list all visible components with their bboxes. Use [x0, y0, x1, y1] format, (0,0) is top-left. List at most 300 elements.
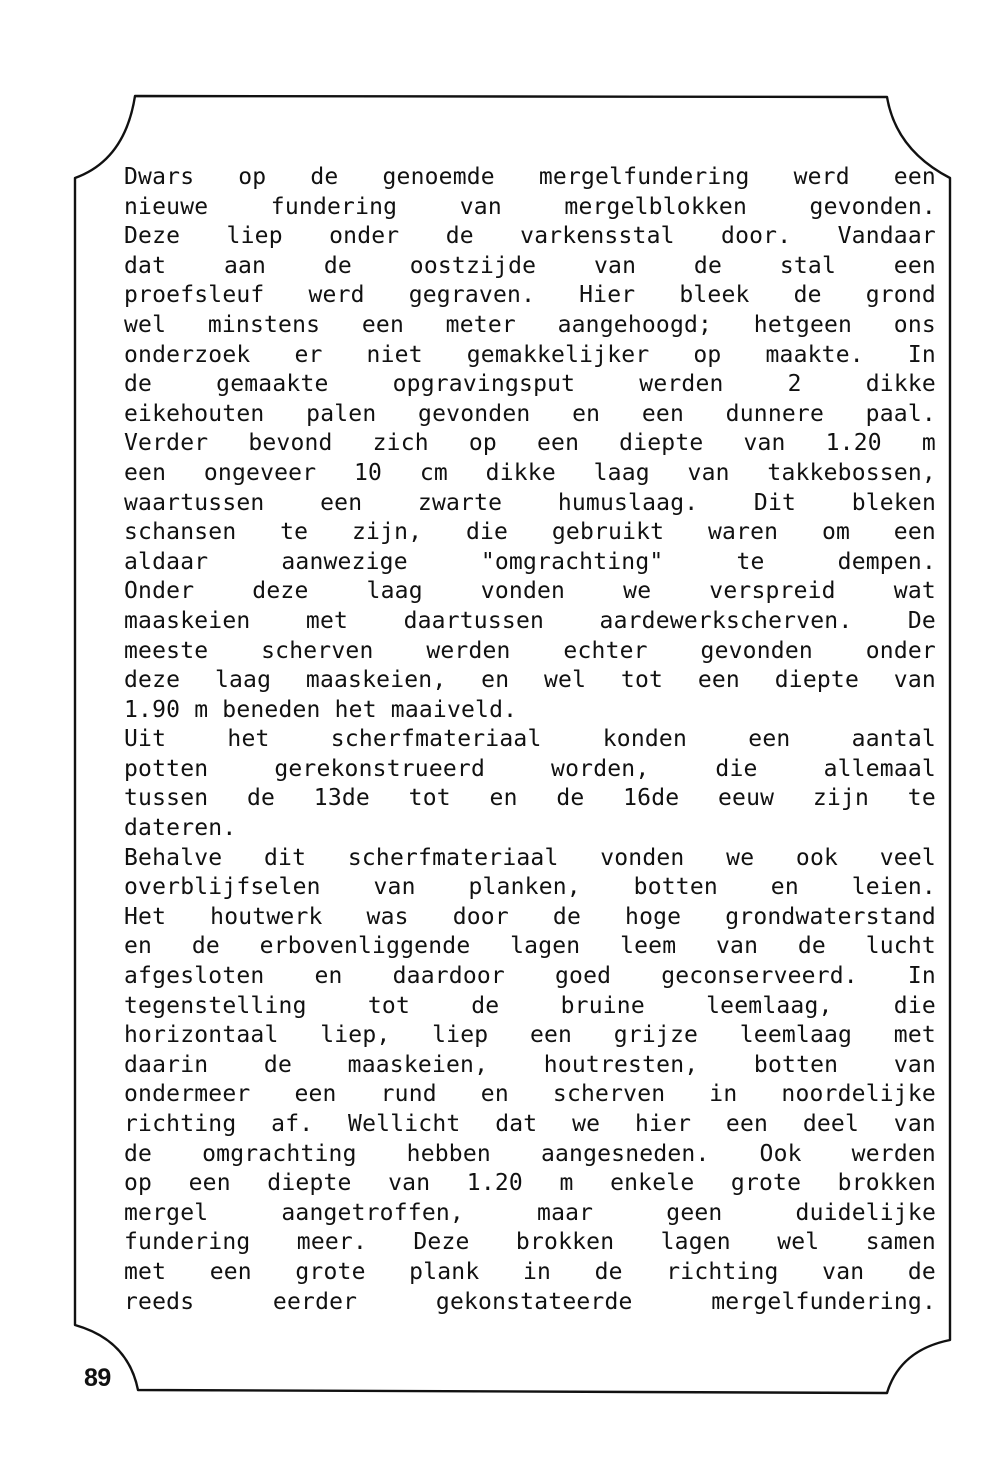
word: een — [529, 1022, 573, 1049]
word: Verder — [124, 430, 209, 457]
word: gevonden. — [809, 193, 936, 220]
word: De — [907, 607, 936, 634]
word: fundering — [270, 193, 398, 220]
word: het — [227, 726, 270, 753]
word: aangetroffen, — [281, 1199, 464, 1226]
word: maakte. — [765, 341, 864, 368]
word: de — [246, 785, 276, 812]
word: samen — [865, 1229, 936, 1256]
word: van — [593, 252, 637, 279]
word: en — [572, 400, 601, 427]
word: een — [641, 400, 685, 427]
text-line — [124, 518, 936, 548]
word: Vandaar — [837, 223, 936, 250]
word: in — [522, 1258, 552, 1285]
word: varkensstal — [520, 223, 675, 250]
word: goed — [554, 963, 612, 990]
word: zwarte — [417, 489, 503, 516]
word: dikke — [865, 371, 936, 398]
word: om — [821, 519, 851, 546]
word: maar — [537, 1199, 594, 1226]
word: vonden — [480, 578, 566, 605]
word: leien. — [851, 874, 936, 901]
word: In — [907, 963, 936, 990]
word: we — [623, 578, 652, 605]
word: minstens — [207, 311, 321, 338]
word: een — [893, 164, 936, 190]
word: op — [238, 164, 267, 190]
word: laag — [593, 459, 650, 486]
word: aangesneden. — [540, 1140, 710, 1167]
word: een — [124, 459, 167, 486]
word: onder — [329, 223, 400, 250]
word: humuslaag. — [557, 489, 699, 516]
text-line — [124, 1110, 936, 1140]
text-line — [124, 222, 936, 252]
word: aanwezige — [281, 548, 408, 575]
word: eeuw — [718, 785, 775, 812]
word: van — [822, 1258, 865, 1285]
text-line — [124, 873, 936, 903]
word: werd — [308, 282, 365, 309]
word: potten — [124, 755, 209, 782]
word: wel — [777, 1229, 820, 1256]
text-line — [124, 992, 936, 1022]
word: richting — [124, 1111, 237, 1137]
word: een — [320, 489, 363, 516]
word: Deze — [124, 223, 181, 250]
text-line — [124, 903, 936, 933]
word: ondermeer — [124, 1081, 251, 1108]
word: Onder — [124, 578, 195, 605]
word: maaiveld. — [390, 696, 518, 723]
word: grijze — [613, 1022, 699, 1049]
word: m — [559, 1170, 574, 1197]
word: meeste — [124, 637, 209, 664]
word: geen — [666, 1199, 723, 1226]
word: tot — [620, 667, 664, 694]
paragraph — [124, 725, 936, 843]
word: schansen — [124, 519, 237, 546]
word: grote — [295, 1258, 366, 1285]
text-line — [124, 1258, 936, 1288]
word: duidelijke — [795, 1199, 936, 1226]
word: tot — [367, 992, 411, 1019]
word: tegenstelling — [124, 992, 307, 1019]
word: grondwaterstand — [725, 903, 936, 930]
word: te — [907, 785, 936, 812]
word: grond — [865, 282, 936, 309]
word: Hier — [579, 282, 636, 309]
word: de — [556, 785, 585, 812]
word: "omgrachting" — [480, 548, 664, 575]
word: liep — [432, 1022, 489, 1049]
word: waartussen — [124, 489, 265, 516]
text-line — [124, 755, 936, 785]
word: deze — [252, 578, 309, 605]
word: dikke — [485, 459, 556, 486]
text-line — [124, 666, 936, 696]
word: botten — [633, 874, 718, 901]
text-line — [124, 637, 936, 667]
word: de — [594, 1258, 623, 1285]
word: genoemde — [382, 164, 495, 190]
word: door — [452, 903, 509, 930]
word: Dwars — [124, 164, 195, 190]
word: waren — [707, 519, 779, 546]
word: van — [715, 933, 759, 960]
word: mergelblokken — [564, 193, 748, 220]
word: zijn — [812, 785, 870, 812]
word: een — [893, 252, 936, 279]
word: daarin — [124, 1051, 209, 1078]
word: de — [793, 282, 822, 309]
word: op — [693, 341, 722, 368]
word: reeds — [124, 1288, 195, 1315]
word: wat — [893, 578, 936, 605]
word: de — [263, 1051, 293, 1078]
word: van — [893, 1051, 936, 1078]
word: leemlaag — [739, 1022, 853, 1049]
word: gekonstateerde — [435, 1288, 633, 1315]
word: en — [124, 933, 153, 960]
word: laag — [366, 578, 423, 605]
word: eikehouten — [124, 400, 265, 427]
word: hier — [634, 1111, 692, 1137]
word: de — [445, 223, 474, 250]
word: bleken — [851, 489, 936, 516]
word: tussen — [124, 785, 209, 812]
word: Wellicht — [348, 1111, 461, 1137]
word: paal. — [865, 400, 936, 427]
text-line — [124, 400, 936, 430]
text-line — [124, 725, 936, 755]
word: deze — [124, 667, 181, 694]
text-line — [124, 489, 936, 519]
text-line — [124, 784, 936, 814]
word: scherfmateriaal — [330, 726, 542, 753]
word: leemlaag, — [706, 992, 833, 1019]
text-line — [124, 932, 936, 962]
word: van — [893, 667, 936, 694]
text-line — [124, 459, 936, 489]
word: plank — [409, 1258, 480, 1285]
word: tot — [408, 785, 451, 812]
word: aardewerkscherven. — [599, 607, 853, 634]
word: echter — [563, 637, 648, 664]
word: richting — [666, 1258, 779, 1285]
word: zijn, — [351, 519, 423, 546]
word: ons — [893, 311, 936, 338]
word: mergelfundering — [538, 164, 750, 190]
word: er — [294, 341, 323, 368]
word: scherven — [261, 637, 374, 664]
word: de — [310, 164, 339, 190]
word: houtwerk — [210, 903, 323, 930]
word: en — [314, 963, 343, 990]
word: een — [748, 726, 791, 753]
text-line — [124, 577, 936, 607]
text-line — [124, 1199, 936, 1229]
word: van — [893, 1111, 936, 1137]
body-text — [124, 163, 936, 1317]
word: zich — [372, 430, 429, 457]
word: Het — [124, 903, 167, 930]
text-line — [124, 429, 936, 459]
word: op — [124, 1170, 153, 1197]
word: palen — [306, 400, 377, 427]
word: we — [572, 1111, 601, 1137]
word: fundering — [124, 1229, 251, 1256]
word: scherven — [552, 1081, 666, 1108]
text-line — [124, 1021, 936, 1051]
text-line — [124, 163, 936, 193]
word: gevonden — [700, 637, 813, 664]
word: werden — [426, 637, 511, 664]
word: die — [715, 755, 758, 782]
word: konden — [602, 726, 688, 753]
word: worden, — [551, 755, 650, 782]
word: 1.90 — [124, 696, 181, 723]
word: beneden — [222, 696, 321, 723]
word: werden — [851, 1140, 936, 1167]
word: diepte — [619, 430, 704, 457]
word: dat — [124, 252, 167, 279]
word: mergelfundering. — [711, 1288, 936, 1315]
word: een — [893, 519, 936, 546]
text-line — [124, 1080, 936, 1110]
word: te — [280, 519, 309, 546]
word: aan — [223, 252, 267, 279]
word: en — [770, 874, 799, 901]
word: was — [366, 903, 409, 930]
word: de — [693, 252, 723, 279]
word: diepte — [774, 667, 860, 694]
word: werden — [639, 371, 724, 398]
word: ongeveer — [203, 459, 317, 486]
word: overblijfselen — [124, 874, 321, 901]
text-line — [124, 281, 936, 311]
word: en — [480, 1081, 509, 1108]
word: Uit — [124, 726, 167, 753]
word: gebruikt — [551, 519, 665, 546]
word: hoge — [625, 903, 682, 930]
word: laag — [214, 667, 272, 694]
word: dempen. — [837, 548, 936, 575]
word: op — [468, 430, 497, 457]
text-line — [124, 607, 936, 637]
word: vonden — [600, 844, 685, 871]
text-line — [124, 1051, 936, 1081]
word: 1.20 — [466, 1170, 523, 1197]
word: stal — [779, 252, 837, 279]
word: niet — [366, 341, 423, 368]
word: en — [489, 785, 518, 812]
word: erbovenliggende — [259, 933, 471, 960]
word: Dit — [753, 489, 797, 516]
word: met — [893, 1022, 936, 1049]
word: van — [388, 1170, 431, 1197]
word: hetgeen — [753, 311, 853, 338]
word: brokken — [515, 1229, 615, 1256]
text-line — [124, 962, 936, 992]
word: meter — [445, 311, 516, 338]
word: aldaar — [124, 548, 209, 575]
word: met — [305, 607, 349, 634]
word: eerder — [272, 1288, 358, 1315]
word: mergel — [124, 1199, 209, 1226]
word: een — [536, 430, 580, 457]
word: maaskeien, — [305, 667, 447, 694]
word: werd — [793, 164, 850, 190]
word: cm — [419, 459, 448, 486]
text-line — [124, 370, 936, 400]
word: afgesloten — [124, 963, 265, 990]
word: af. — [271, 1111, 314, 1137]
word: die — [893, 992, 936, 1019]
text-line — [124, 814, 936, 844]
text-line — [124, 1169, 936, 1199]
word: daardoor — [392, 963, 505, 990]
word: in — [709, 1081, 738, 1108]
word: leem — [620, 933, 677, 960]
word: de — [471, 992, 500, 1019]
page-number: 89 — [84, 1364, 111, 1392]
text-line — [124, 548, 936, 578]
word: en — [481, 667, 510, 694]
word: het — [334, 696, 377, 723]
text-line — [124, 311, 936, 341]
word: van — [743, 430, 786, 457]
text-line — [124, 193, 936, 223]
word: botten — [753, 1051, 839, 1078]
word: nieuwe — [124, 193, 209, 220]
text-line — [124, 1228, 936, 1258]
word: gerekonstrueerd — [274, 755, 486, 782]
word: de — [124, 371, 153, 398]
word: een — [188, 1170, 231, 1197]
word: te — [736, 548, 765, 575]
word: takkebossen, — [767, 459, 936, 486]
word: Deze — [413, 1229, 470, 1256]
word: rund — [380, 1081, 437, 1108]
word: gemakkelijker — [466, 341, 650, 368]
word: gevonden — [418, 400, 531, 427]
word: de — [191, 933, 220, 960]
word: In — [907, 341, 936, 368]
word: 16de — [623, 785, 680, 812]
word: houtresten, — [543, 1051, 699, 1078]
word: met — [124, 1258, 167, 1285]
text-line — [124, 1288, 936, 1318]
word: brokken — [837, 1170, 936, 1197]
text-line — [124, 696, 936, 726]
word: m — [194, 696, 209, 723]
word: onder — [865, 637, 936, 664]
word: omgrachting — [202, 1140, 357, 1167]
word: van — [459, 193, 502, 220]
word: veel — [879, 844, 936, 871]
paragraph — [124, 844, 936, 1318]
word: de — [907, 1258, 936, 1285]
word: liep, — [320, 1022, 391, 1049]
word: noordelijke — [781, 1081, 936, 1108]
word: een — [361, 311, 405, 338]
word: we — [726, 844, 755, 871]
word: de — [124, 1140, 153, 1167]
word: wel — [124, 311, 167, 338]
word: Behalve — [124, 844, 223, 871]
word: meer. — [296, 1229, 368, 1256]
word: verspreid — [709, 578, 836, 605]
word: scherfmateriaal — [347, 844, 559, 871]
text-line — [124, 1140, 936, 1170]
word: maaskeien — [124, 607, 251, 634]
word: enkele — [610, 1170, 695, 1197]
word: gegraven. — [408, 282, 536, 309]
word: lagen — [660, 1229, 731, 1256]
word: een — [209, 1258, 252, 1285]
word: maaskeien, — [347, 1051, 489, 1078]
word: allemaal — [823, 755, 936, 782]
word: gemaakte — [216, 371, 329, 398]
word: planken, — [468, 874, 581, 901]
word: een — [725, 1111, 769, 1137]
word: 13de — [313, 785, 370, 812]
word: opgravingsput — [392, 371, 576, 398]
word: 2 — [787, 371, 802, 398]
word: hebben — [406, 1140, 491, 1167]
word: bleek — [679, 282, 750, 309]
word: van — [687, 459, 730, 486]
word: onderzoek — [124, 341, 251, 368]
word: 10 — [353, 459, 383, 486]
word: een — [697, 667, 740, 694]
word: liep — [226, 223, 283, 250]
word: oostzijde — [409, 252, 537, 279]
word: aantal — [851, 726, 936, 753]
word: geconserveerd. — [661, 963, 858, 990]
word: de — [552, 903, 582, 930]
word: bruine — [560, 992, 645, 1019]
text-line — [124, 844, 936, 874]
word: wel — [544, 667, 587, 694]
word: de — [797, 933, 826, 960]
word: dateren. — [124, 815, 237, 842]
word: dit — [264, 844, 307, 871]
word: daartussen — [403, 607, 545, 634]
word: lucht — [865, 933, 936, 960]
word: een — [294, 1081, 337, 1108]
word: lagen — [510, 933, 581, 960]
word: ook — [795, 844, 839, 871]
word: deel — [802, 1111, 860, 1137]
text-line — [124, 252, 936, 282]
text-line — [124, 341, 936, 371]
word: 1.20 — [825, 430, 882, 457]
word: de — [323, 252, 352, 279]
word: horizontaal — [124, 1022, 279, 1049]
word: dat — [495, 1111, 538, 1137]
word: aangehoogd; — [557, 311, 713, 338]
word: grote — [730, 1170, 802, 1197]
paragraph — [124, 163, 936, 725]
word: diepte — [267, 1170, 352, 1197]
word: m — [921, 430, 936, 457]
word: door. — [721, 223, 792, 250]
word: die — [465, 519, 509, 546]
word: proefsleuf — [124, 282, 265, 309]
